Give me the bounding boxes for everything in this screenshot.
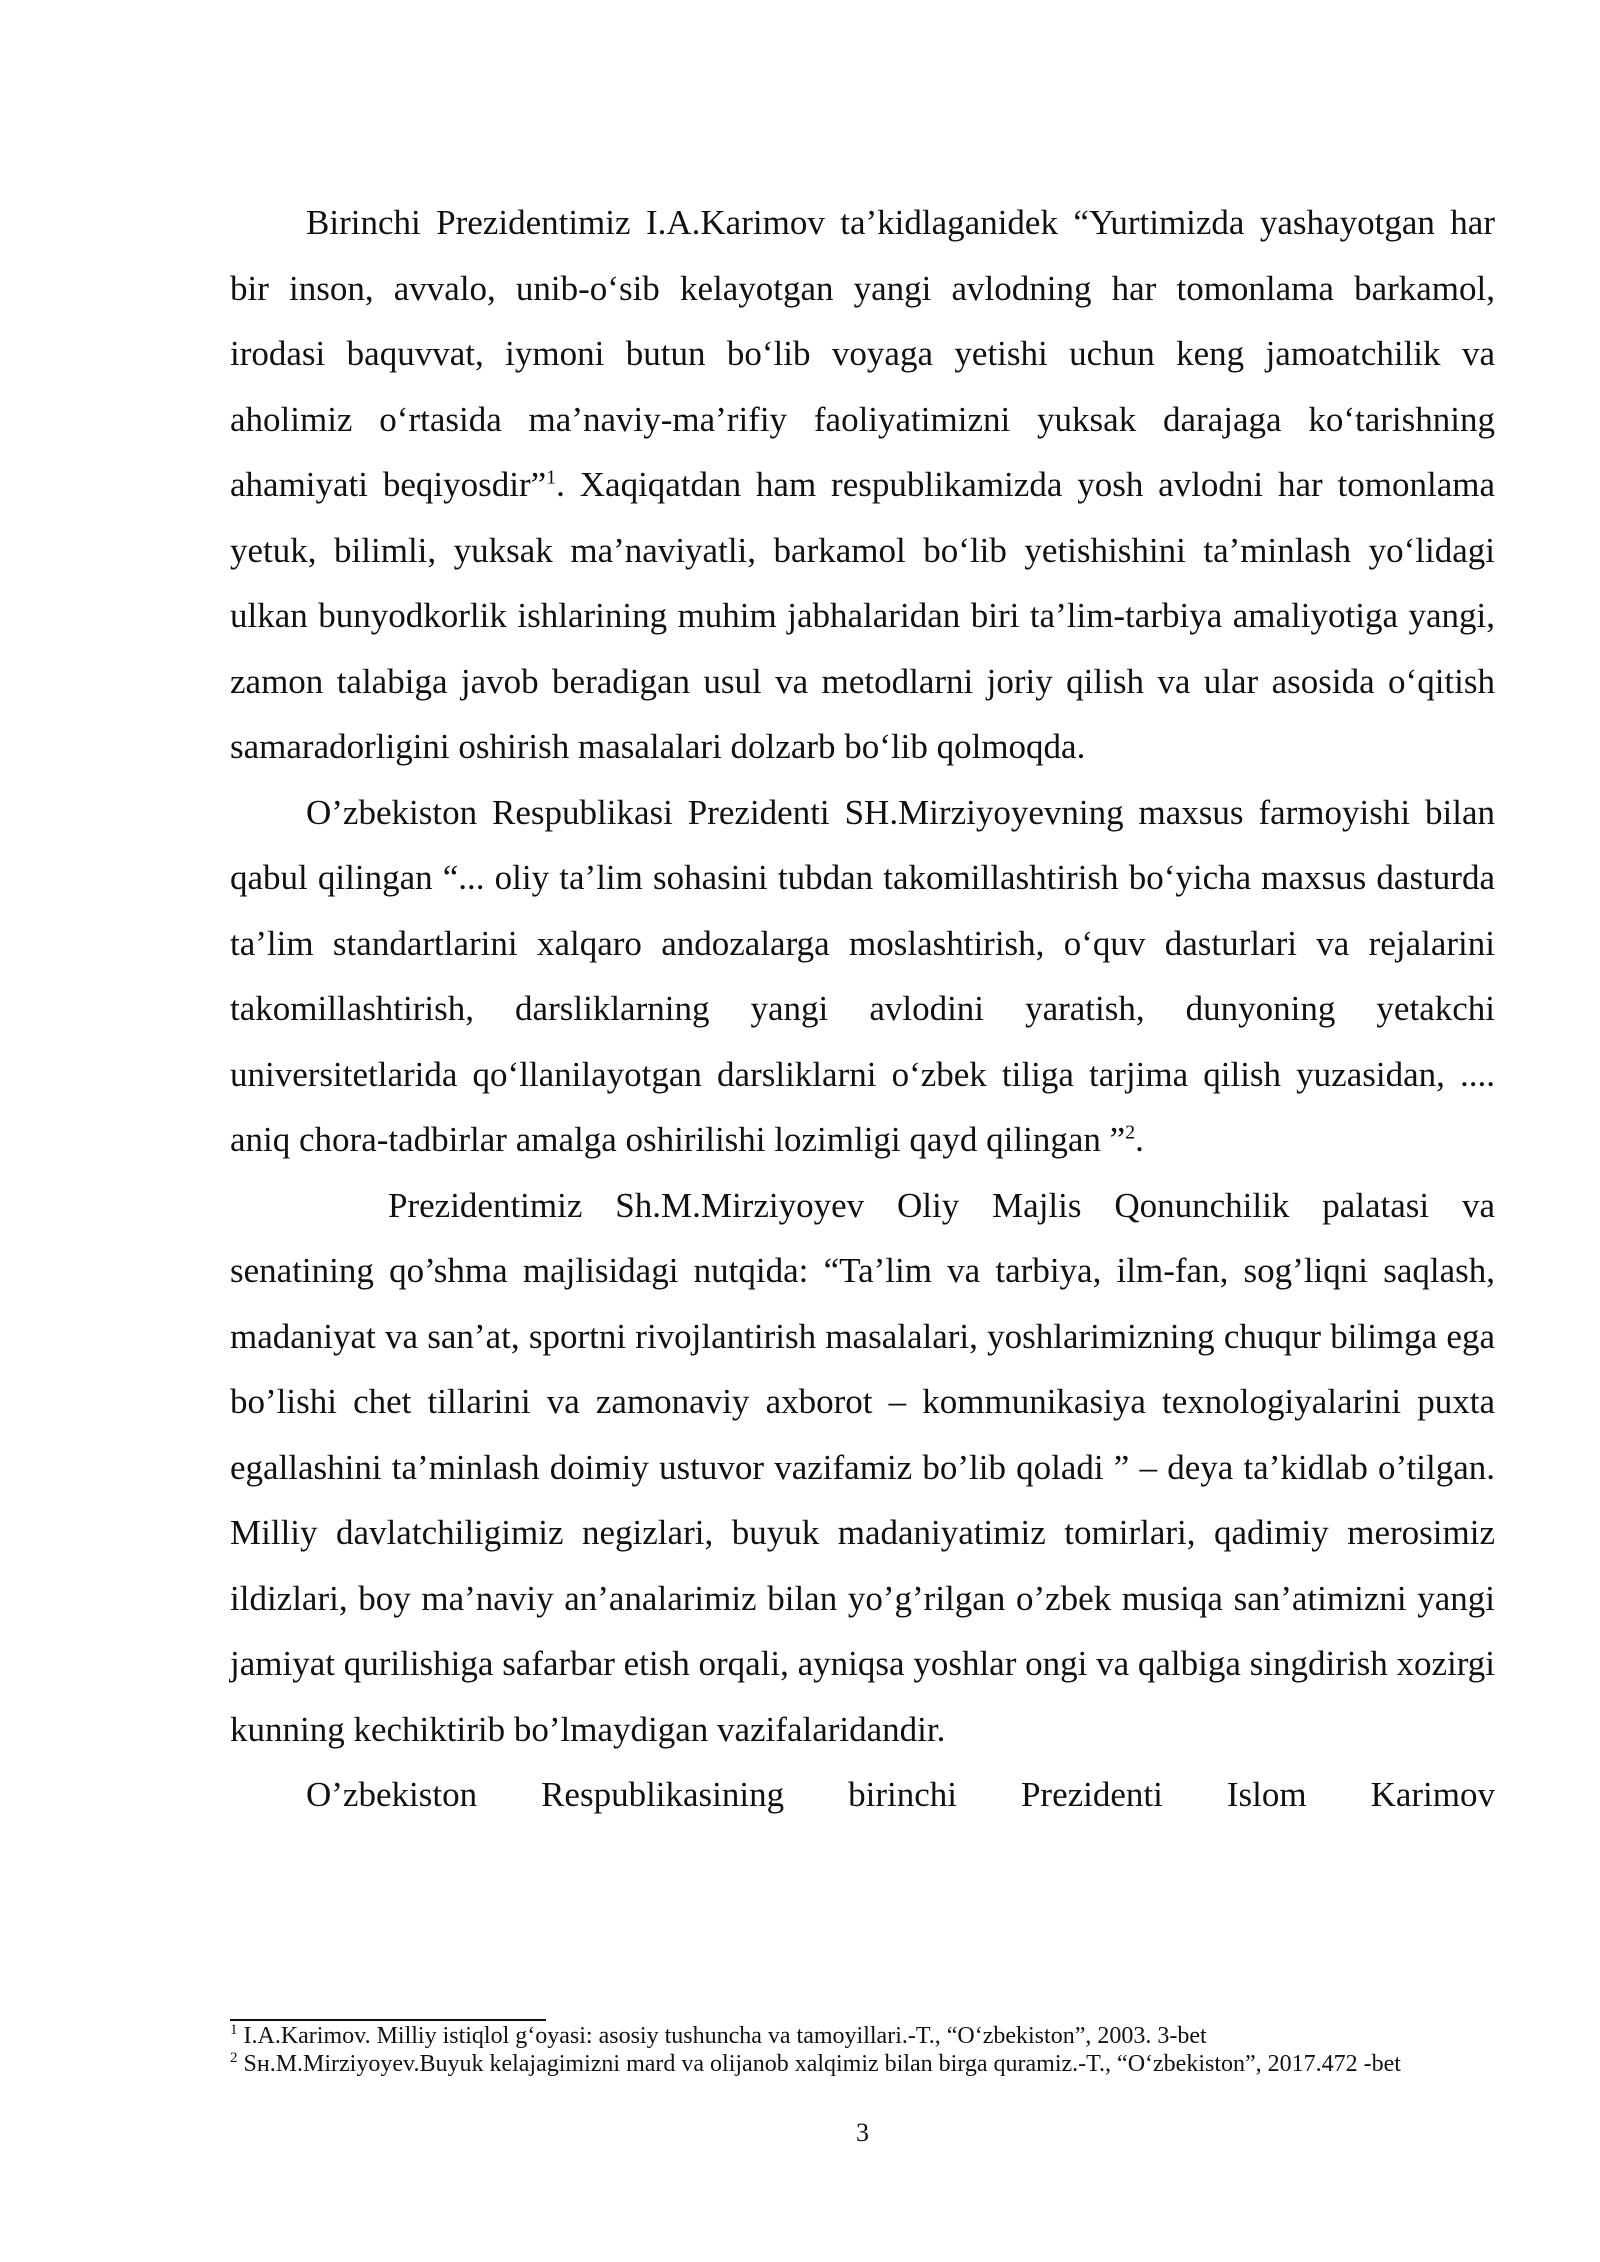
paragraph-mirziyoyev-speech [230,1173,1495,1763]
footnote-separator [230,2019,546,2021]
footnotes [230,2022,1495,2078]
footnote-text: I.A.Karimov. Milliy istiqlol g‘oyasi: asosiy tushuncha va tamoyillari.-T., “O‘zbekiston”, 2003. 3-bet [237,2023,1207,2049]
footnote-number: 2 [230,2050,238,2066]
paragraph-text-continued: . [1135,1120,1144,1159]
paragraph-text: Birinchi Prezidentimiz I.A.Karimov ta’kidlaganidek “Yurtimizda yashayotgan har bir inson, avvalo, unib-o‘sib kelayotgan yangi avlodning har tomonlama barkamol, irodasi baquvvat, iymoni butun bo‘lib voyaga yetishi uchun keng jamoatchilik va aholimiz o‘rtasida ma’naviy-ma’rifiy faoliyatimizni yuksak darajaga ko‘tarishning ahamiyati beqiyosdir” [230,203,1495,504]
page-body [230,190,1495,1828]
footnote-ref-2[interactable]: 2 [1125,1121,1136,1144]
footnote-2 [230,2050,1495,2078]
footnote-ref-1[interactable]: 1 [546,466,557,489]
paragraph-karimov-quote [230,190,1495,780]
footnote-text: Sʜ.M.Mirziyoyev.Buyuk kelajagimizni mard va olijanob xalqimiz bilan birga quramiz.-T., “O‘zbekiston”, 2017.472 -bet [237,2051,1401,2077]
paragraph-karimov-continues [230,1762,1495,1828]
paragraph-text: O’zbekiston Respublikasining birinchi Prezidenti Islom Karimov [306,1775,1495,1814]
page-number: 3 [856,2118,869,2147]
footnote-1 [230,2022,1495,2050]
paragraph-mirziyoyev-decree [230,780,1495,1173]
paragraph-text: Prezidentimiz Sh.M.Mirziyoyev Oliy Majlis Qonunchilik palatasi va senatining qo’shma majlisidagi nutqida: “Ta’lim va tarbiya, ilm-fan, sog’liqni saqlash, madaniyat va san’at, sportni rivojlantirish masalalari, yoshlarimizning chuqur bilimga ega bo’lishi chet tillarini va zamonaviy axborot – kommunikasiya texnologiyalarini puxta egallashini ta’minlash doimiy ustuvor vazifamiz bo’lib qoladi ” – deya ta’kidlab o’tilgan. Milliy davlatchiligimiz negizlari, buyuk madaniyatimiz tomirlari, qadimiy merosimiz ildizlari, boy ma’naviy an’analarimiz bilan yo’g’rilgan o’zbek musiqa san’atimizni yangi jamiyat qurilishiga safarbar etish orqali, ayniqsa yoshlar ongi va qalbiga singdirish xozirgi kunning kechiktirib bo’lmaydigan vazifalaridandir. [230,1185,1495,1749]
paragraph-text: O’zbekiston Respublikasi Prezidenti SH.Mirziyoyevning maxsus farmoyishi bilan qabul qilingan “... oliy ta’lim sohasini tubdan takomillashtirish bo‘yicha maxsus dasturda ta’lim standartlarini xalqaro andozalarga moslashtirish, o‘quv dasturlari va rejalarini takomillashtirish, darsliklarning yangi avlodini yaratish, dunyoning yetakchi universitetlarida qo‘llanilayotgan darsliklarni o‘zbek tiliga tarjima qilish yuzasidan, .... aniq chora-tadbirlar amalga oshirilishi lozimligi qayd qilingan ” [230,792,1495,1159]
paragraph-text-continued: . Xaqiqatdan ham respublikamizda yosh avlodni har tomonlama yetuk, bilimli, yuksak ma’naviyatli, barkamol bo‘lib yetishishini ta’minlash yo‘lidagi ulkan bunyodkorlik ishlarining muhim jabhalaridan biri ta’lim-tarbiya amaliyotiga yangi, zamon talabiga javob beradigan usul va metodlarni joriy qilish va ular asosida o‘qitish samaradorligini oshirish masalalari dolzarb bo‘lib qolmoqda. [230,465,1495,766]
footnote-number: 1 [230,2022,238,2038]
